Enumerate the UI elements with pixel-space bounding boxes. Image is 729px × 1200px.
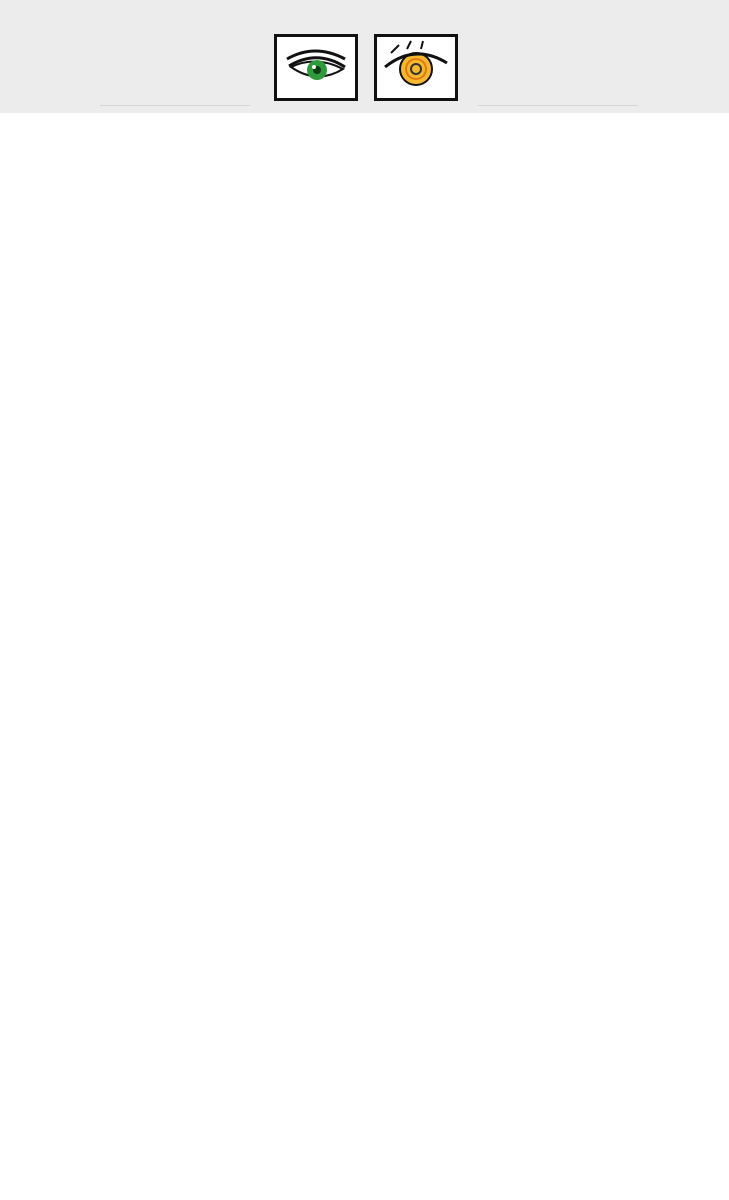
green-eye-icon	[274, 34, 358, 101]
orange-eye-icon	[374, 34, 458, 101]
right-name-underline	[478, 105, 638, 106]
right-character-name-box	[478, 56, 638, 106]
left-name-underline	[100, 105, 250, 106]
header	[0, 0, 729, 113]
left-character-name-box	[100, 56, 250, 106]
